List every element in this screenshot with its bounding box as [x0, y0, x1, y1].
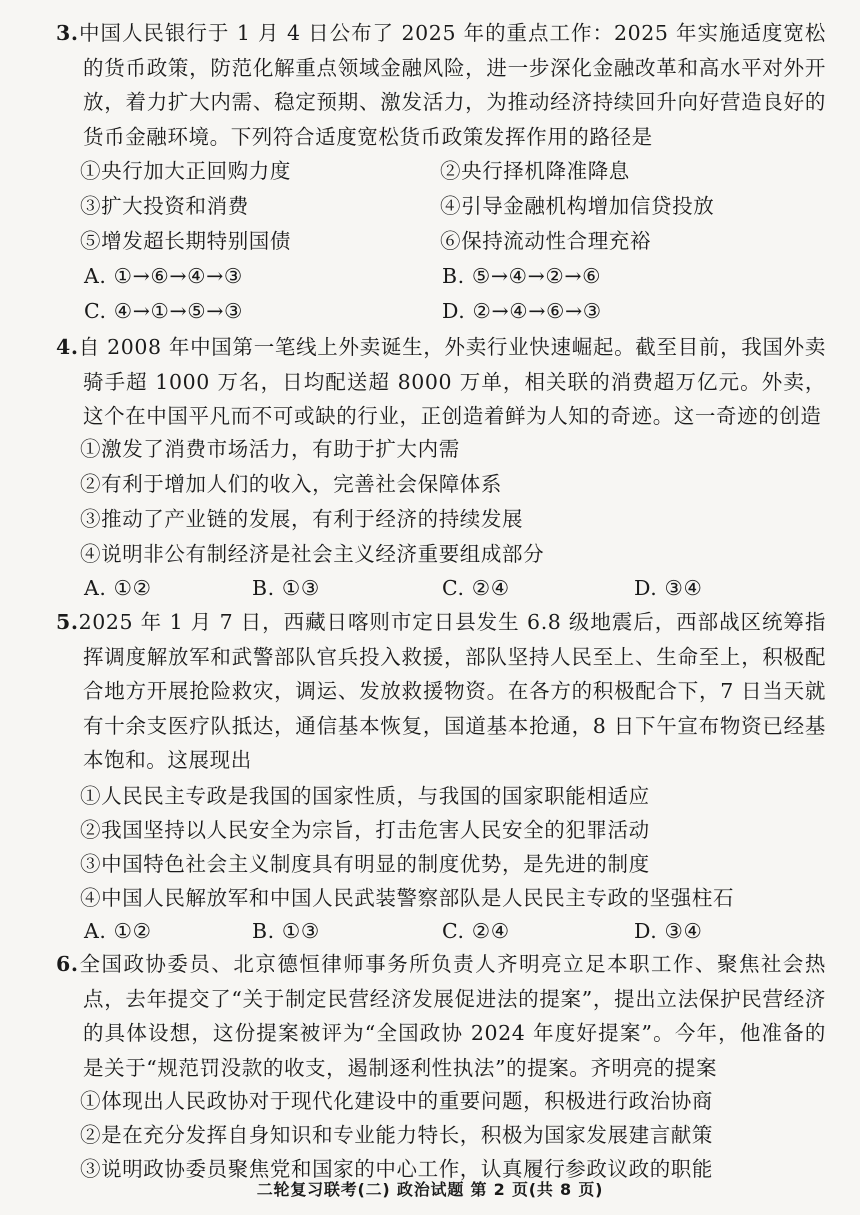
q4-option-d[interactable]: D. ③④ — [634, 576, 703, 600]
q5-option-b[interactable]: B. ①③ — [252, 919, 320, 943]
question-6-text: 全国政协委员、北京德恒律师事务所负责人齐明亮立足本职工作、聚焦社会热点，去年提交了“关于制定民营经济发展促进法的提案”，提出立法保护民营经济的具体设想，这份提案被评为“全国政协 2024 年度好提案”。今年，他准备的是关于“规范罚没款的收支，遏制逐利性执法”的提案。齐明亮的提案 — [78, 952, 826, 1080]
q4-option-c[interactable]: C. ②④ — [442, 576, 510, 600]
q3-option-c[interactable]: C. ④→①→⑤→③ — [84, 299, 244, 323]
question-3-stem — [56, 16, 826, 154]
q5-statement-4: ④中国人民解放军和中国人民武装警察部队是人民民主专政的坚强柱石 — [80, 886, 735, 910]
question-5-number: 5. — [56, 610, 79, 634]
question-5-text: 2025 年 1 月 7 日，西藏日喀则市定日县发生 6.8 级地震后，西部战区统筹指挥调度解放军和武警部队官兵投入救援，部队坚持人民至上、生命至上，积极配合地方开展抢险救灾，调运、发放救援物资。在各方的积极配合下，7 日当天就有十余支医疗队抵达，通信基本恢复，国道基本抢通，8 日下午宣布物资已经基本饱和。这展现出 — [78, 610, 826, 772]
q6-statement-2: ②是在充分发挥自身知识和专业能力特长，积极为国家发展建言献策 — [80, 1123, 713, 1147]
question-3-number: 3. — [56, 21, 79, 45]
q5-statement-2: ②我国坚持以人民安全为宗旨，打击危害人民安全的犯罪活动 — [80, 818, 650, 842]
q5-option-c[interactable]: C. ②④ — [442, 919, 510, 943]
question-4-stem — [56, 330, 826, 434]
q3-statement-6: ⑥保持流动性合理充裕 — [440, 229, 651, 253]
q5-option-a[interactable]: A. ①② — [84, 919, 152, 943]
q3-statement-1: ①央行加大正回购力度 — [80, 159, 291, 183]
q3-statement-5: ⑤增发超长期特别国债 — [80, 229, 291, 253]
q5-statement-1: ①人民民主专政是我国的国家性质，与我国的国家职能相适应 — [80, 784, 650, 808]
q4-statement-4: ④说明非公有制经济是社会主义经济重要组成部分 — [80, 542, 545, 566]
q4-statement-2: ②有利于增加人们的收入，完善社会保障体系 — [80, 472, 502, 496]
q3-option-a[interactable]: A. ①→⑥→④→③ — [84, 264, 243, 288]
q3-option-b[interactable]: B. ⑤→④→②→⑥ — [442, 264, 602, 288]
q3-option-d[interactable]: D. ②→④→⑥→③ — [442, 299, 602, 323]
q6-statement-1: ①体现出人民政协对于现代化建设中的重要问题，积极进行政治协商 — [80, 1089, 713, 1113]
page-footer: 二轮复习联考(二) 政治试题 第 2 页(共 8 页) — [256, 1180, 604, 1199]
q4-statement-1: ①激发了消费市场活力，有助于扩大内需 — [80, 437, 460, 461]
q3-statement-4: ④引导金融机构增加信贷投放 — [440, 194, 715, 218]
q6-statement-3: ③说明政协委员聚焦党和国家的中心工作，认真履行参政议政的职能 — [80, 1157, 713, 1181]
question-3 — [56, 16, 826, 154]
question-3-text: 中国人民银行于 1 月 4 日公布了 2025 年的重点工作：2025 年实施适度宽松的货币政策，防范化解重点领域金融风险，进一步深化金融改革和高水平对外开放，着力扩大内需、稳定预期、激发活力，为推动经济持续回升向好营造良好的货币金融环境。下列符合适度宽松货币政策发挥作用的路径是 — [78, 21, 826, 149]
q5-statement-3: ③中国特色社会主义制度具有明显的制度优势，是先进的制度 — [80, 852, 650, 876]
question-4-number: 4. — [56, 335, 79, 359]
question-4 — [56, 330, 826, 434]
q4-option-b[interactable]: B. ①③ — [252, 576, 320, 600]
q4-option-a[interactable]: A. ①② — [84, 576, 152, 600]
q5-option-d[interactable]: D. ③④ — [634, 919, 703, 943]
q3-statement-3: ③扩大投资和消费 — [80, 194, 249, 218]
question-5-stem — [56, 605, 826, 778]
q4-statement-3: ③推动了产业链的发展，有利于经济的持续发展 — [80, 507, 524, 531]
question-6-stem — [56, 947, 826, 1085]
question-6 — [56, 947, 826, 1085]
q3-statement-2: ②央行择机降准降息 — [440, 159, 630, 183]
question-5 — [56, 605, 826, 778]
question-4-text: 自 2008 年中国第一笔线上外卖诞生，外卖行业快速崛起。截至目前，我国外卖骑手超 1000 万名，日均配送超 8000 万单，相关联的消费超万亿元。外卖，这个在中国平凡而不可或缺的行业，正创造着鲜为人知的奇迹。这一奇迹的创造 — [78, 335, 826, 428]
question-6-number: 6. — [56, 952, 79, 976]
